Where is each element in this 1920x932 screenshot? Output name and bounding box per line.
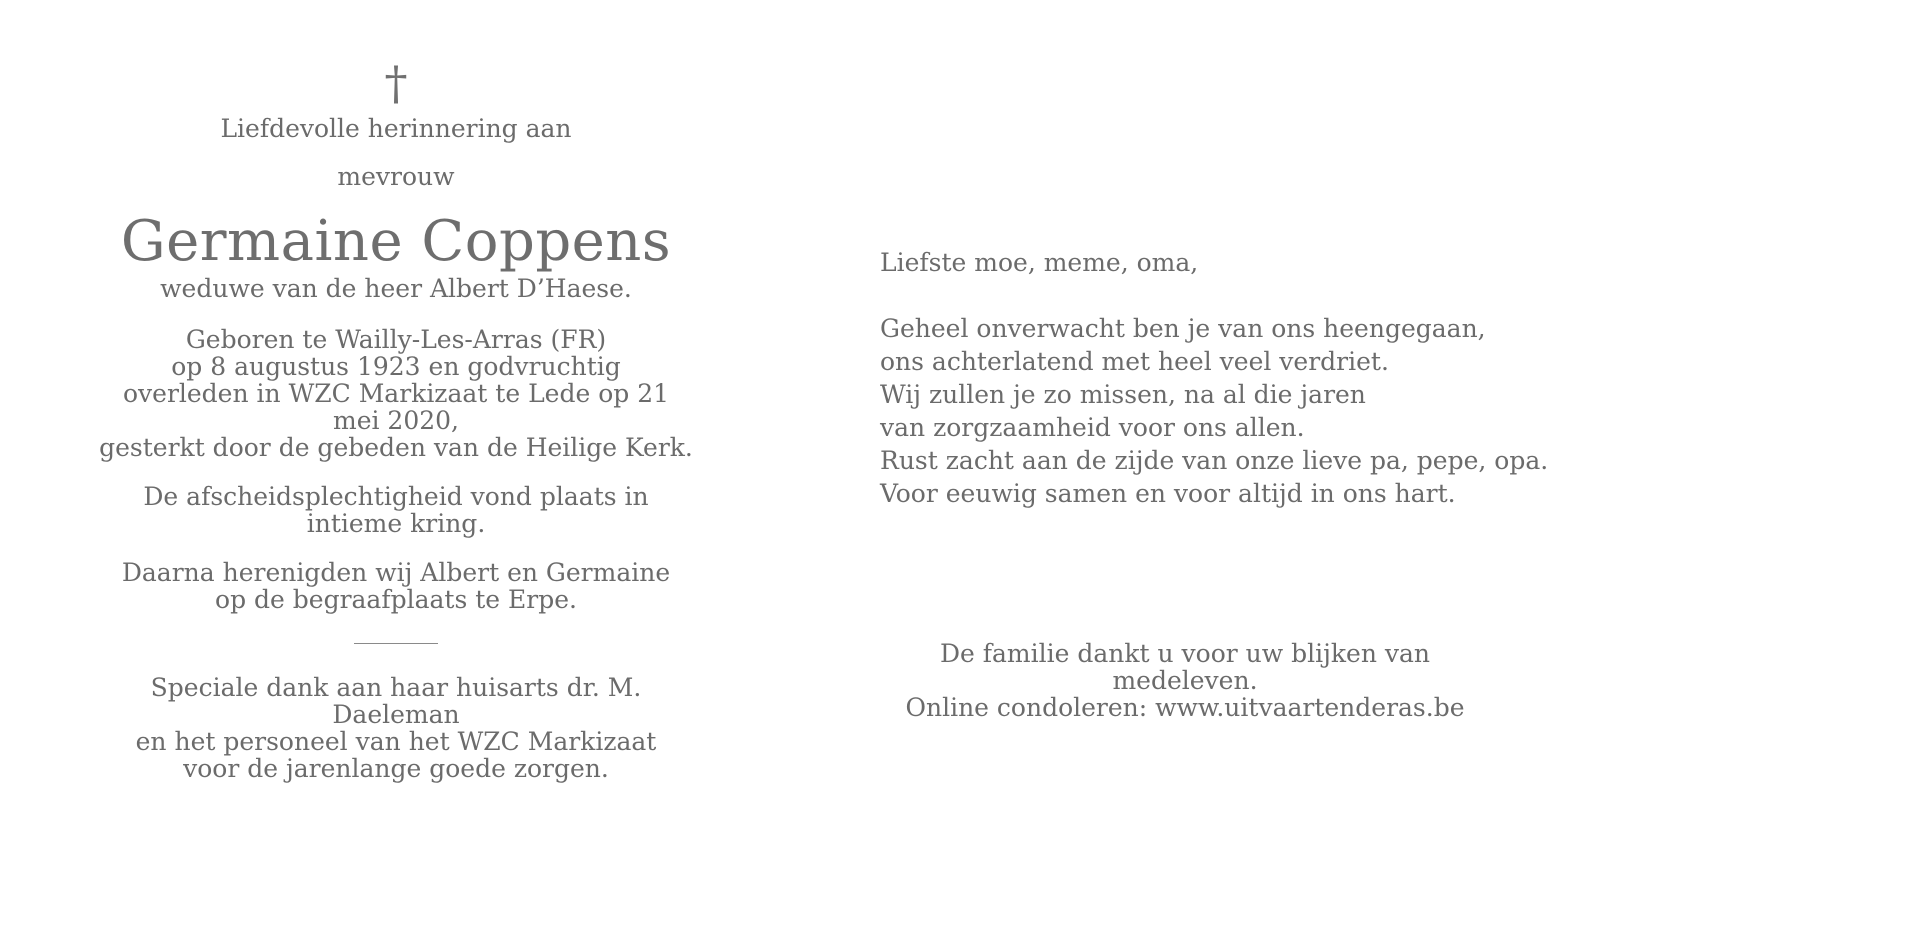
condolence-line: Online condoleren: www.uitvaartenderas.be <box>905 693 1465 722</box>
ceremony-note: De afscheidsplechtigheid vond plaats in intieme kring. <box>143 482 649 538</box>
deceased-name: Germaine Coppens <box>120 209 672 274</box>
poem-line: Voor eeuwig samen en voor altijd in ons hart. <box>880 479 1456 508</box>
poem-line: ons achterlatend met heel veel verdriet. <box>880 347 1389 376</box>
special-thanks <box>96 674 696 782</box>
greeting: Liefste moe, meme, oma, <box>880 248 1199 277</box>
memorial-right-panel <box>880 246 1700 510</box>
birth-death-details <box>96 326 696 461</box>
thanks-line: voor de jarenlange goede zorgen. <box>183 754 609 783</box>
reunion-line: op de begraafplaats te Erpe. <box>215 585 577 614</box>
detail-line: op 8 augustus 1923 en godvruchtig <box>171 352 621 381</box>
intro-text: Liefdevolle herinnering aan <box>220 114 572 143</box>
detail-line: gesterkt door de gebeden van de Heilige Kerk. <box>99 433 693 462</box>
poem-line: Wij zullen je zo missen, na al die jaren <box>880 380 1366 409</box>
poem-line: Geheel onverwacht ben je van ons heengegaan, <box>880 314 1486 343</box>
reunion-line: Daarna herenigden wij Albert en Germaine <box>121 558 671 587</box>
honorific: mevrouw <box>337 162 455 191</box>
poem <box>880 312 1700 510</box>
detail-line: overleden in WZC Markizaat te Lede op 21 mei 2020, <box>122 379 670 435</box>
divider <box>354 643 438 644</box>
poem-line: Rust zacht aan de zijde van onze lieve pa, pepe, opa. <box>880 446 1549 475</box>
reunion-note <box>96 559 696 613</box>
thanks-line: Speciale dank aan haar huisarts dr. M. Daeleman <box>150 673 642 729</box>
cross-icon: † <box>384 56 408 110</box>
poem-line: van zorgzaamheid voor ons allen. <box>880 413 1305 442</box>
family-note <box>880 640 1490 721</box>
memorial-left-panel <box>96 56 696 783</box>
spouse-line: weduwe van de heer Albert D’Haese. <box>160 274 632 303</box>
thanks-line: en het personeel van het WZC Markizaat <box>135 727 657 756</box>
detail-line: Geboren te Wailly-Les-Arras (FR) <box>185 325 607 354</box>
family-thanks-line: De familie dankt u voor uw blijken van medeleven. <box>939 639 1430 695</box>
